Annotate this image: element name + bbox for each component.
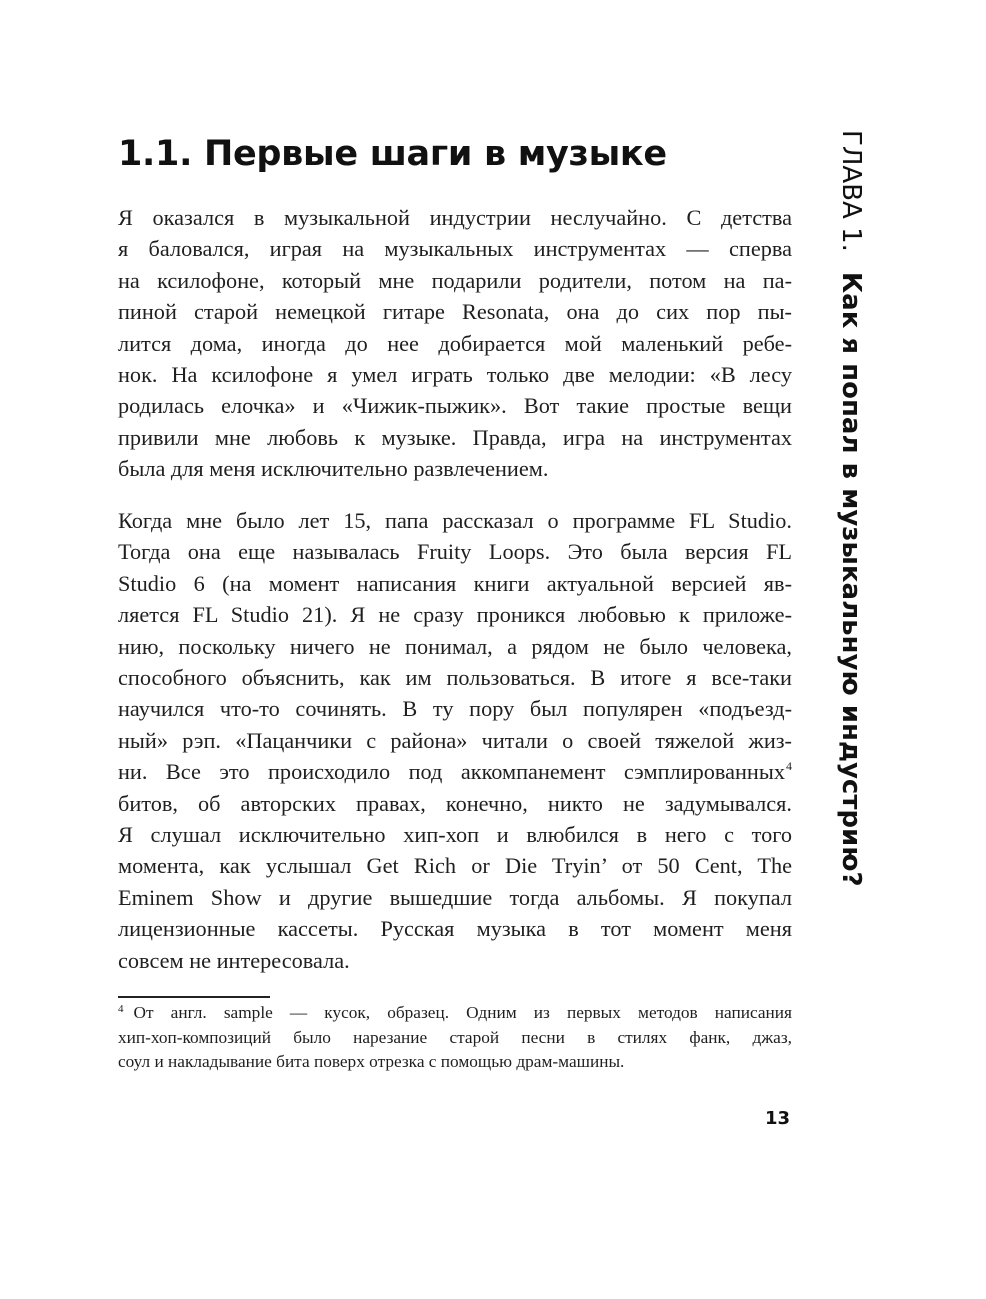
section-heading: 1.1. Первые шаги в музыке [118,134,667,174]
text-line: Studio 6 (на момент написания книги актуальной версией яв- [118,570,792,596]
footnote-text: От англ. sample — кусок, образец. Одним из первых методов написания [133,1003,792,1022]
text-line: ляется FL Studio 21). Я не сразу проникся любовью к приложе- [118,602,792,628]
chapter-running-title [835,130,867,887]
text-line: нию, поскольку ничего не понимал, а рядом не было человека, [118,633,792,659]
text-line: битов, об авторских правах, конечно, никто не задумывался. [118,790,792,816]
text-line: научился что-то сочинять. В ту пору был популярен «подъезд- [118,696,792,722]
text-line: пиной старой немецкой гитаре Resonata, она до сих пор пы- [118,299,792,325]
text-line: Тогда она еще называлась Fruity Loops. Это была версия FL [118,539,792,565]
paragraph-1 [118,202,792,485]
text-line: момента, как услышал Get Rich or Die Tryin’ от 50 Cent, The [118,853,792,879]
footnote-reference[interactable]: 4 [786,759,792,774]
text-line: ни. Все это происходило под аккомпанемент сэмплированных [118,759,785,785]
text-line: я баловался, играя на музыкальных инструментах — сперва [118,236,792,262]
text-line: совсем не интересовала. [118,947,350,973]
footnote-divider [118,996,270,998]
footnote [118,1001,792,1075]
footnote-line: соул и накладывание бита поверх отрезка с помощью драм-машины. [118,1052,625,1071]
footnote-line: хип-хоп-композиций было нарезание старой песни в стилях фанк, джаз, [118,1027,792,1047]
text-line: Eminem Show и другие вышедшие тогда альбомы. Я покупал [118,884,792,910]
text-line: Я оказался в музыкальной индустрии неслучайно. С детства [118,205,792,230]
text-line: лится дома, иногда до нее добирается мой маленький ребе- [118,330,792,356]
footnote-line [118,1001,792,1026]
text-line: лицензионные кассеты. Русская музыка в тот момент меня [118,916,792,942]
chapter-title: Как я попал в музыкальную индустрию? [836,271,866,887]
text-line: родилась елочка» и «Чижик-пыжик». Вот такие простые вещи [118,393,792,419]
text-line: ный» рэп. «Пацанчики с района» читали о своей тяжелой жиз- [118,727,792,753]
text-line: привили мне любовь к музыке. Правда, игра на инструментах [118,424,792,450]
text-line: на ксилофоне, который мне подарили родители, потом на па- [118,267,792,293]
paragraph-2 [118,505,792,976]
page-number: 13 [764,1108,790,1129]
text-line: нок. На ксилофоне я умел играть только две мелодии: «В лесу [118,362,792,388]
chapter-label: ГЛАВА 1. [836,130,866,252]
text-line: была для меня исключительно развлечением. [118,456,549,482]
text-line: способного объяснить, как им пользоваться. В итоге я все-таки [118,665,792,691]
text-line: Когда мне было лет 15, папа рассказал о программе FL Studio. [118,508,792,533]
text-line: Я слушал исключительно хип-хоп и влюбился в него с того [118,822,792,848]
text-line-with-footnote [118,756,792,787]
footnote-number: 4 [118,1003,124,1015]
